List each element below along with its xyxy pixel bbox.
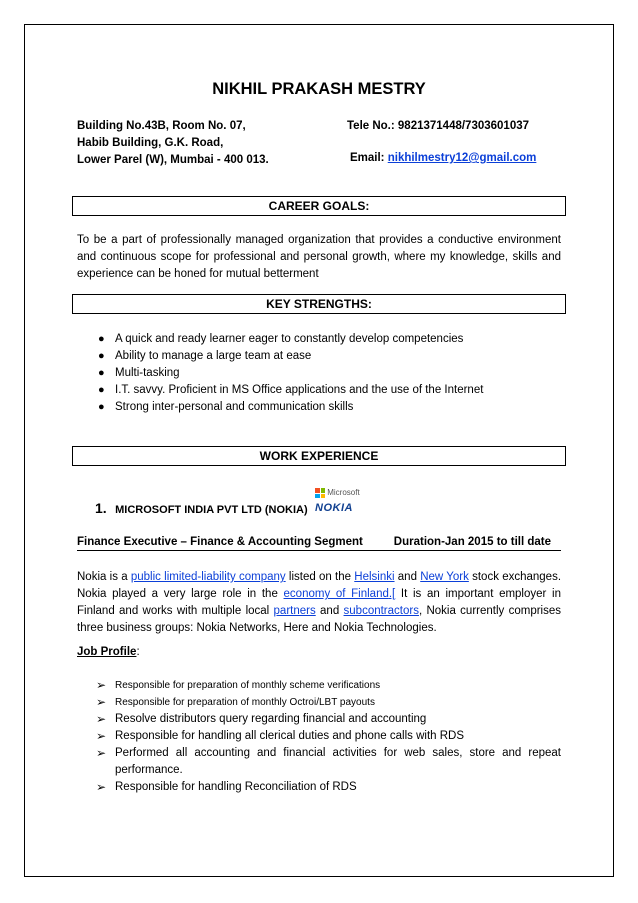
list-item: ➢ Resolve distributors query regarding financial and accounting [96,712,427,726]
bullet-icon: ● [98,333,105,345]
list-item: ● Multi-tasking [77,365,561,382]
list-item: ➢ Performed all accounting and financial activities for web sales, store and repeat performance. [96,746,561,776]
link-economy-of-finland[interactable]: economy of Finland [283,588,389,600]
arrow-icon: ➢ [96,695,107,709]
role-line [77,536,561,551]
role-title: Finance Executive – Finance & Accounting Segment [77,536,363,548]
link-partners[interactable]: partners [273,605,316,617]
address-block [77,118,269,169]
bullet-icon: ● [98,350,105,362]
email-link[interactable]: nikhilmestry12@gmail.com [387,152,537,164]
bullet-icon: ● [98,384,105,396]
bullet-icon: ● [98,401,105,413]
list-item: ● I.T. savvy. Proficient in MS Office applications and the use of the Internet [77,382,561,399]
candidate-name: NIKHIL PRAKASH MESTRY [212,80,426,98]
company-heading [95,500,308,518]
arrow-icon: ➢ [96,746,107,760]
microsoft-logo [315,488,360,498]
address-line-2: Habib Building, G.K. Road, [77,137,224,149]
job-profile-list [77,677,561,796]
arrow-icon: ➢ [96,712,107,726]
list-item: ➢ Responsible for handling all clerical duties and phone calls with RDS [96,729,465,743]
link-new-york[interactable]: New York [420,571,469,583]
company-description: Nokia is a public limited-liability company listed on the Helsinki and New York stock exchanges. Nokia played a very large role in the economy of Finland.[ It is an important employer in Finland and works with multiple local partners and subcontractors, Nokia currently comprises three business groups: Nokia Networks, Here and Nokia Technologies. [77,571,562,634]
career-goals-text: To be a part of professionally managed organization that provides a conductive environment and continuous scope for professional and personal growth, where my knowledge, skills and experience can be honed for mutual betterment [77,234,561,280]
key-strengths-heading: KEY STRENGTHS: [72,294,566,314]
address-line-1: Building No.43B, Room No. 07, [77,120,246,132]
key-strengths-list [77,331,561,416]
address-line-3: Lower Parel (W), Mumbai - 400 013. [77,154,269,166]
list-item: ● A quick and ready learner eager to constantly develop competencies [77,331,561,348]
list-item: ➢ Responsible for preparation of monthly Octroi/LBT payouts [96,695,375,709]
duration: Duration-Jan 2015 to till date [393,536,551,548]
link-helsinki[interactable]: Helsinki [354,571,395,583]
arrow-icon: ➢ [96,780,107,794]
company-number: 1. [95,500,107,516]
microsoft-icon [315,488,325,498]
list-item: ➢ Responsible for preparation of monthly scheme verifications [96,678,381,692]
career-goals-heading: CAREER GOALS: [72,196,566,216]
company-name: MICROSOFT INDIA PVT LTD (NOKIA) [115,504,308,516]
list-item: ➢ Responsible for handling Reconciliation of RDS [96,780,357,794]
arrow-icon: ➢ [96,678,107,692]
microsoft-logo-text: Microsoft [327,488,360,498]
link-subcontractors[interactable]: subcontractors [343,605,419,617]
tele-number: Tele No.: 9821371448/7303601037 [347,120,530,132]
link-public-limited-company[interactable]: public limited-liability company [130,571,286,583]
arrow-icon: ➢ [96,729,107,743]
email-label: Email: [350,152,388,164]
email-line [350,150,536,167]
list-item: ● Strong inter-personal and communication skills [77,399,561,416]
link-citation[interactable]: .[ [388,588,396,600]
bullet-icon: ● [98,367,105,379]
job-profile-heading: Job Profile: [77,646,140,658]
work-experience-heading: WORK EXPERIENCE [72,446,566,466]
nokia-logo: NOKIA [315,502,353,514]
list-item: ● Ability to manage a large team at ease [77,348,561,365]
